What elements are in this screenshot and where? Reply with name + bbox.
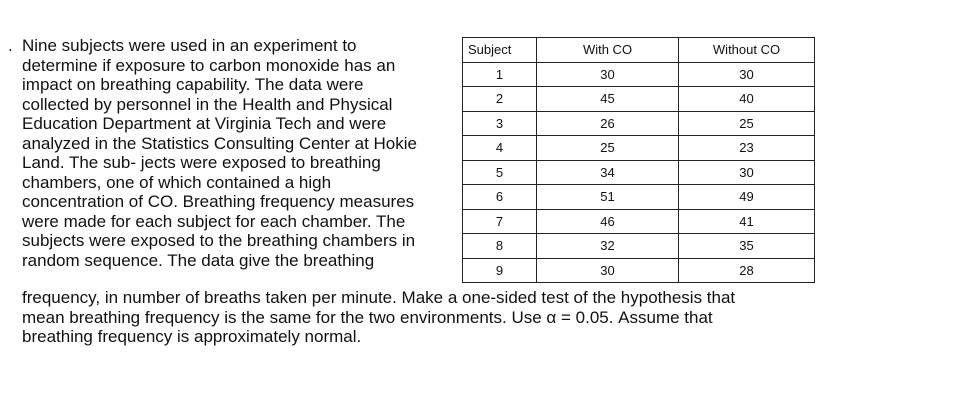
cell-subject: 7 (463, 209, 537, 234)
cell-without-co: 35 (679, 234, 815, 259)
cell-subject: 1 (463, 62, 537, 87)
cell-subject: 8 (463, 234, 537, 259)
cell-without-co: 30 (679, 160, 815, 185)
text-line: concentration of CO. Breathing frequency measures (22, 192, 415, 211)
text-line: impact on breathing capability. The data were (22, 75, 364, 94)
text-line: breathing frequency is approximately normal. (22, 327, 362, 346)
table-row (463, 136, 815, 161)
cell-with-co: 30 (537, 258, 679, 283)
cell-with-co: 26 (537, 111, 679, 136)
text-line: mean breathing frequency is the same for the two environments. Use α = 0.05. Assume that (22, 307, 713, 327)
cell-without-co: 41 (679, 209, 815, 234)
cell-with-co: 45 (537, 87, 679, 112)
table-row (463, 234, 815, 259)
cell-subject: 3 (463, 111, 537, 136)
table-row (463, 160, 815, 185)
text-line: determine if exposure to carbon monoxide has an (22, 55, 396, 75)
cell-without-co: 40 (679, 87, 815, 112)
cell-without-co: 49 (679, 185, 815, 210)
table-row (463, 111, 815, 136)
cell-with-co: 51 (537, 185, 679, 210)
breathing-data-table (462, 37, 815, 283)
cell-without-co: 23 (679, 136, 815, 161)
text-line: Nine subjects were used in an experiment to (22, 36, 357, 55)
table-row (463, 87, 815, 112)
cell-with-co: 32 (537, 234, 679, 259)
text-line: Education Department at Virginia Tech and were (22, 114, 387, 133)
cell-without-co: 28 (679, 258, 815, 283)
cell-subject: 2 (463, 87, 537, 112)
cell-with-co: 34 (537, 160, 679, 185)
cell-with-co: 25 (537, 136, 679, 161)
cell-subject: 4 (463, 136, 537, 161)
text-line: analyzed in the Statistics Consulting Center at Hokie (22, 133, 417, 153)
text-line: chambers, one of which contained a high (22, 172, 332, 192)
text-line: subjects were exposed to the breathing chambers in (22, 231, 416, 250)
text-line: Land. The sub- jects were exposed to breathing (22, 153, 381, 172)
cell-without-co: 25 (679, 111, 815, 136)
text-line: were made for each subject for each chamber. The (22, 211, 406, 231)
header-subject: Subject (463, 38, 537, 63)
cell-without-co: 30 (679, 62, 815, 87)
text-line: frequency, in number of breaths taken per minute. Make a one-sided test of the hypothesis that (22, 288, 736, 307)
cell-subject: 5 (463, 160, 537, 185)
text-line: random sequence. The data give the breathing (22, 250, 375, 270)
problem-text-left (22, 36, 446, 270)
header-without-co: Without CO (679, 38, 815, 63)
cell-with-co: 46 (537, 209, 679, 234)
list-bullet: . (8, 36, 13, 55)
text-line: collected by personnel in the Health and Physical (22, 94, 393, 114)
cell-subject: 6 (463, 185, 537, 210)
cell-subject: 9 (463, 258, 537, 283)
table-row (463, 185, 815, 210)
table-row (463, 258, 815, 283)
table-row (463, 209, 815, 234)
table-row (463, 62, 815, 87)
table-header-row (463, 38, 815, 63)
cell-with-co: 30 (537, 62, 679, 87)
problem-text-bottom (22, 288, 822, 347)
header-with-co: With CO (537, 38, 679, 63)
